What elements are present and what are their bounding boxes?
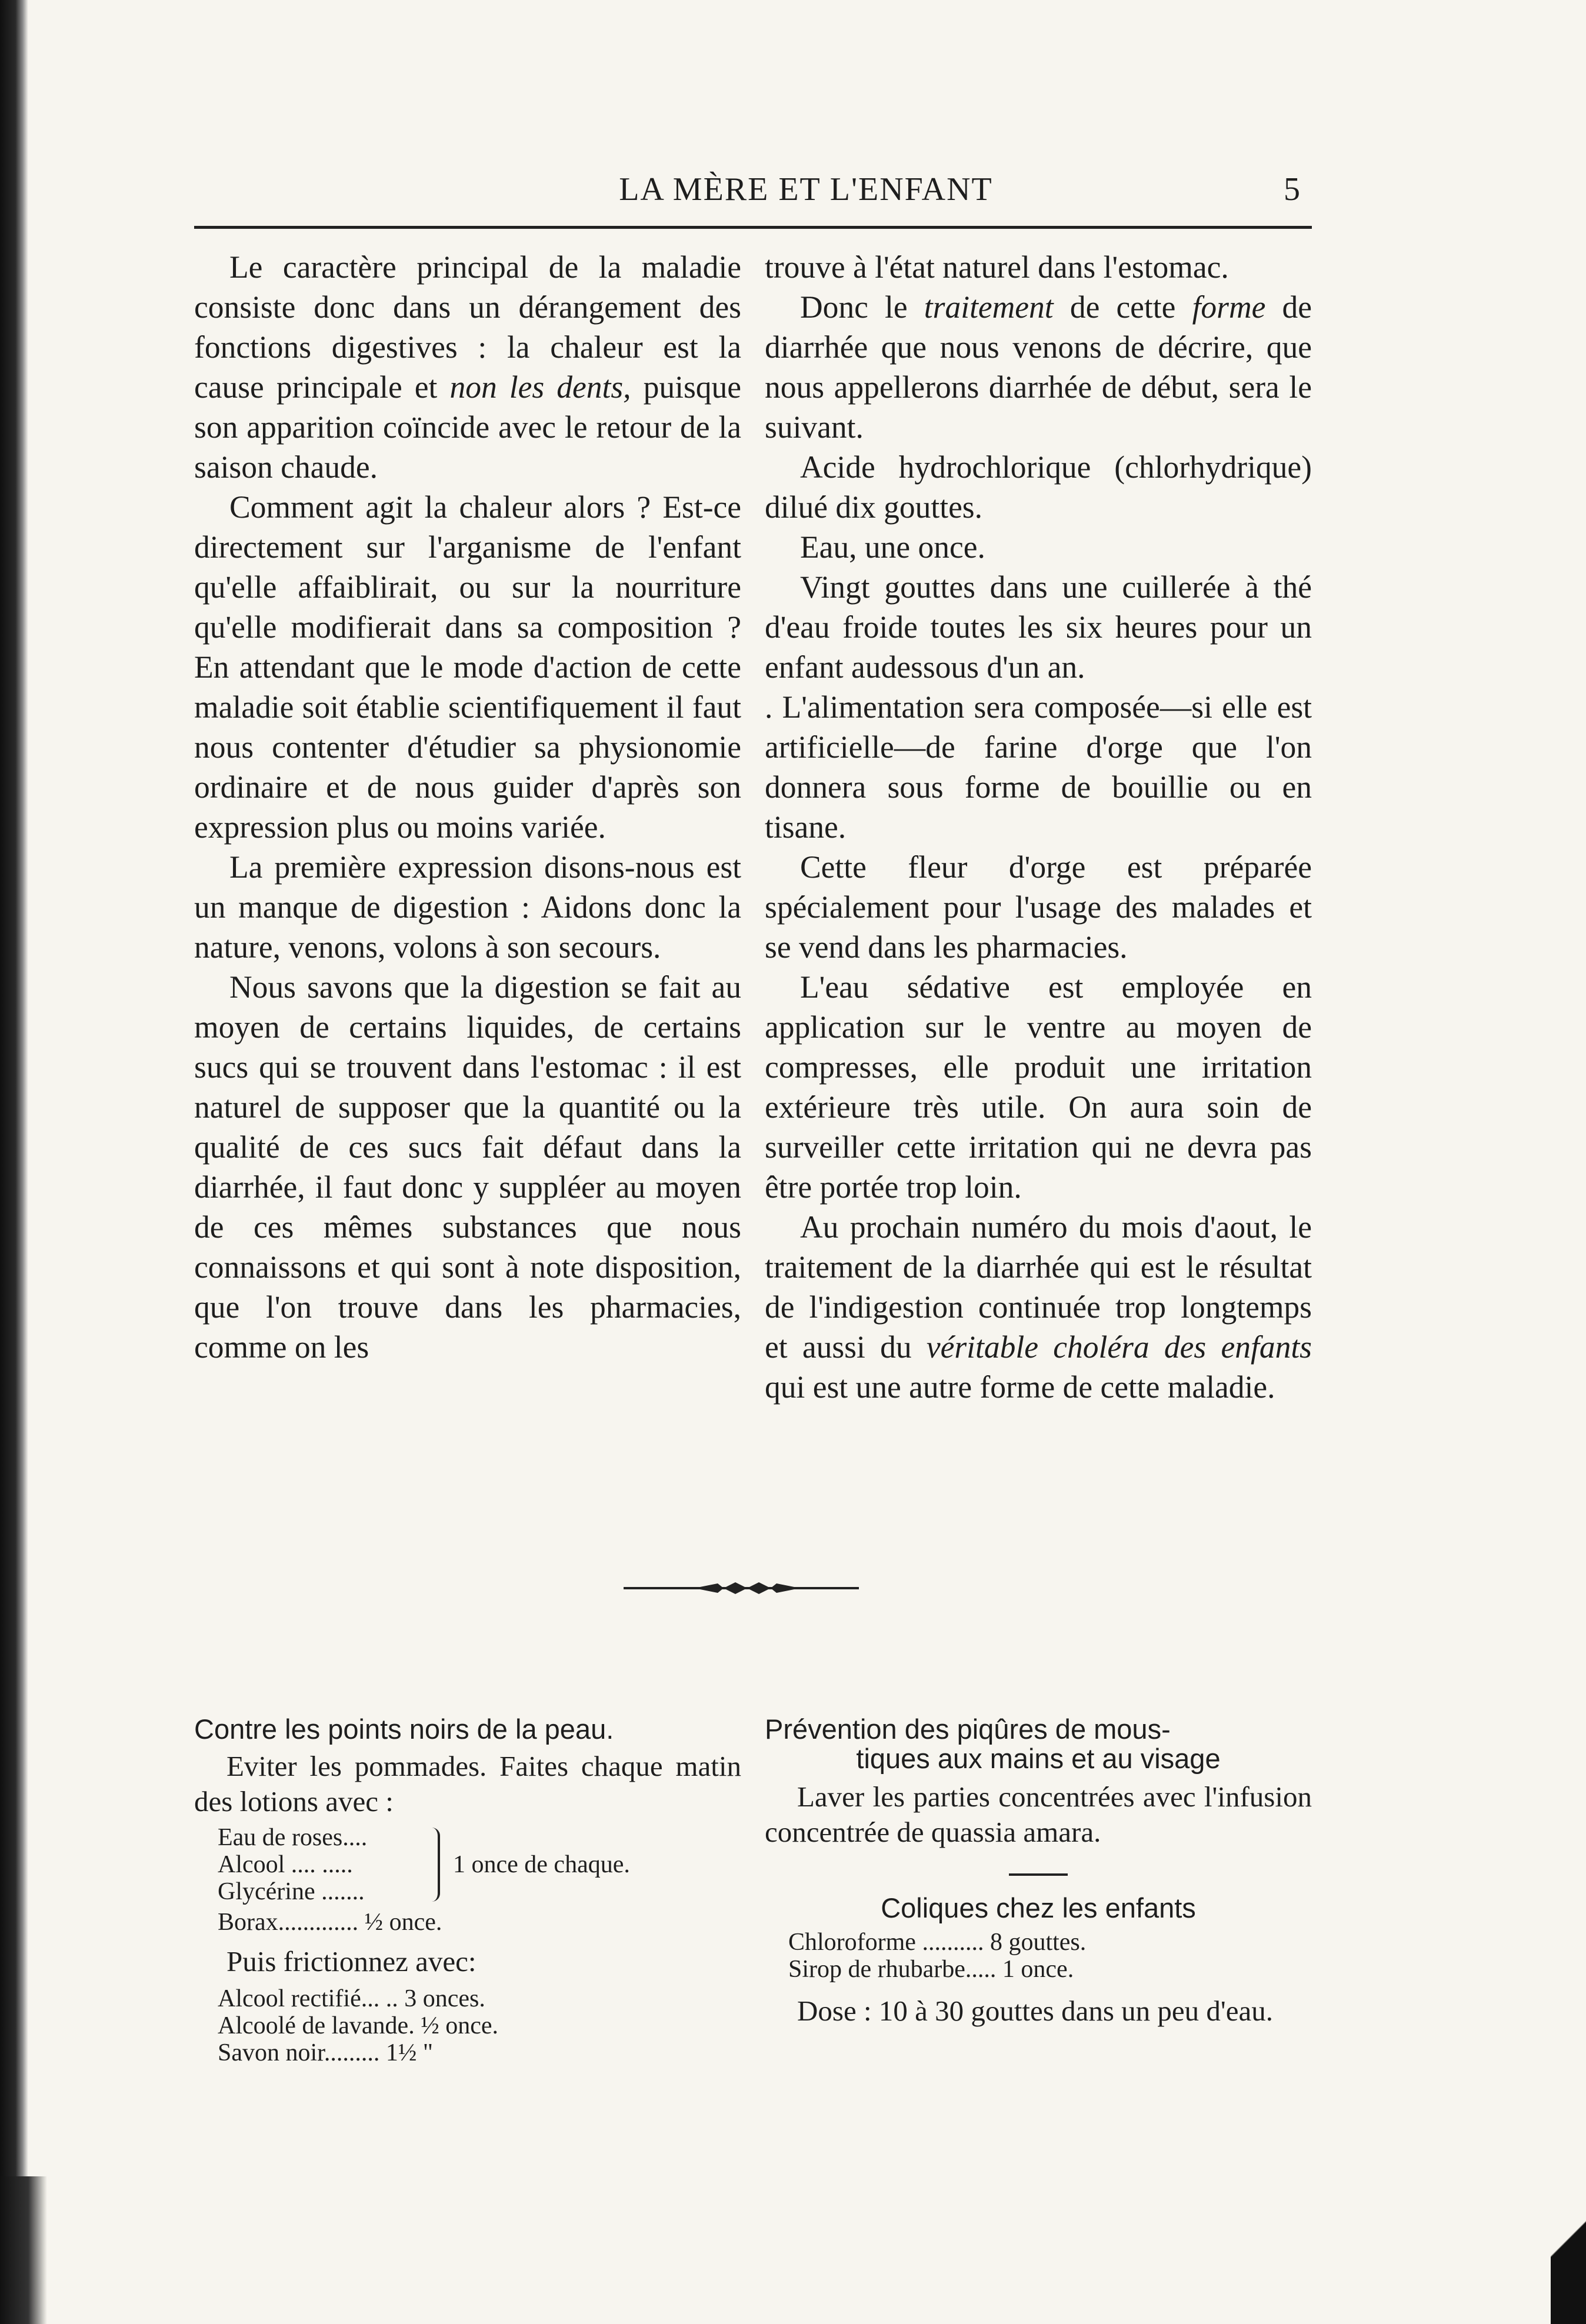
ingredient-line: Alcool .... ..... <box>218 1851 353 1878</box>
ingredient-line: Eau de roses.... <box>218 1824 368 1851</box>
section-title-continued: tiques aux mains et au visage <box>856 1743 1221 1774</box>
section-title: Coliques chez les enfants <box>881 1892 1196 1923</box>
running-header <box>194 171 1312 224</box>
right-column <box>765 247 1312 1407</box>
brace-bracket <box>429 1828 440 1902</box>
ingredient-line: Chloroforme .......... 8 gouttes. <box>788 1929 1087 1956</box>
ingredient-line: Savon noir......... 1½ " <box>218 2039 433 2066</box>
ornament-divider <box>624 1576 859 1600</box>
emphasis: forme <box>1192 289 1266 325</box>
left-column <box>194 247 741 1367</box>
paragraph: Donc le traitement de cette forme de diarrhée que nous venons de décrire, que nous appellerons diarrhée de début, sera le suivant. <box>765 289 1312 445</box>
ingredient-line: Borax............. ½ once. <box>218 1909 442 1936</box>
points-noirs-recipe <box>194 1715 741 2066</box>
section-rule <box>1009 1873 1068 1876</box>
ingredient-line: Alcool rectifié... .. 3 onces. <box>218 1985 485 2012</box>
paragraph: . L'alimentation sera composée—si elle est artificielle—de farine d'orge que l'on donnera sous forme de bouillie ou en tisane. <box>765 689 1312 845</box>
paragraph: trouve à l'état naturel dans l'estomac. <box>765 249 1229 285</box>
ingredient-line: Sirop de rhubarbe..... 1 once. <box>788 1956 1074 1983</box>
running-title: LA MÈRE ET L'ENFANT <box>619 171 993 208</box>
section-title: Contre les points noirs de la peau. <box>194 1713 614 1745</box>
ingredient-line: Alcoolé de lavande. ½ once. <box>218 2012 498 2039</box>
paragraph: Laver les parties concentrées avec l'infusion concentrée de quassia amara. <box>765 1780 1312 1848</box>
paragraph: Au prochain numéro du mois d'aout, le traitement de la diarrhée qui est le résultat de l'indigestion continuée trop longtemps et aussi du véritable choléra des enfants qui est une autre forme de cette maladie. <box>765 1209 1312 1405</box>
friction-ingredients <box>194 1985 741 2066</box>
paragraph: Vingt gouttes dans une cuillerée à thé d'eau froide toutes les six heures pour un enfant audessous d'un an. <box>765 569 1312 685</box>
emphasis: traitement <box>924 289 1054 325</box>
page-corner-shadow <box>1551 2171 1586 2324</box>
paragraph: Eau, une once. <box>800 529 985 565</box>
brace-quantity: 1 once de chaque. <box>453 1851 630 1878</box>
paragraph: Comment agit la chaleur alors ? Est-ce directement sur l'arganisme de l'enfant qu'elle affaiblirait, ou sur la nourriture qu'elle modifierait dans sa composition ? En attendant que le mode d'action de cette maladie soit établie scientifiquement il faut nous contenter d'étudier sa physionomie ordinaire et de nous guider d'après son expression plus ou moins variée. <box>194 489 741 845</box>
section-title: Prévention des piqûres de mous- <box>765 1713 1171 1745</box>
dose-text: Dose : 10 à 30 gouttes dans un peu d'eau. <box>797 1995 1274 2027</box>
page-number: 5 <box>1284 171 1300 208</box>
paragraph: Nous savons que la digestion se fait au moyen de certains liquides, de certains sucs qui se trouvent dans l'estomac : il est naturel de supposer que la quantité ou la qualité de ces sucs fait défaut dans la diarrhée, il faut donc y suppléer au moyen de ces mêmes substances que nous connaissons et qui sont à note disposition, que l'on trouve dans les pharmacies, comme on les <box>194 969 741 1365</box>
emphasis: non les dents, <box>449 369 631 405</box>
recipe-step: Puis frictionnez avec: <box>226 1945 477 1978</box>
ingredient-group <box>194 1824 741 1905</box>
paragraph: Acide hydrochlorique (chlorhydrique) dilué dix gouttes. <box>765 449 1312 525</box>
paragraph: Cette fleur d'orge est préparée spécialement pour l'usage des malades et se vend dans les pharmacies. <box>765 849 1312 965</box>
paragraph: La première expression disons-nous est un manque de digestion : Aidons donc la nature, venons, volons à son secours. <box>194 849 741 965</box>
moustiques-and-coliques <box>765 1715 1312 2029</box>
binding-shadow <box>0 2176 47 2324</box>
ingredient-line: Glycérine ....... <box>218 1878 365 1905</box>
header-rule <box>194 226 1312 229</box>
book-binding-edge <box>0 0 28 2324</box>
coliques-ingredients <box>765 1929 1312 1983</box>
paragraph: Le caractère principal de la maladie consiste donc dans un dérangement des fonctions digestives : la chaleur est la cause principale et non les dents, puisque son apparition coïncide avec le retour de la saison chaude. <box>194 249 742 485</box>
emphasis: véritable choléra des enfants <box>926 1329 1312 1365</box>
paragraph: L'eau sédative est employée en application sur le ventre au moyen de compresses, elle produit une irritation extérieure très utile. On aura soin de surveiller cette irritation qui ne devra pas être portée trop loin. <box>765 969 1312 1205</box>
recipe-intro: Eviter les pommades. Faites chaque matin des lotions avec : <box>194 1750 741 1818</box>
